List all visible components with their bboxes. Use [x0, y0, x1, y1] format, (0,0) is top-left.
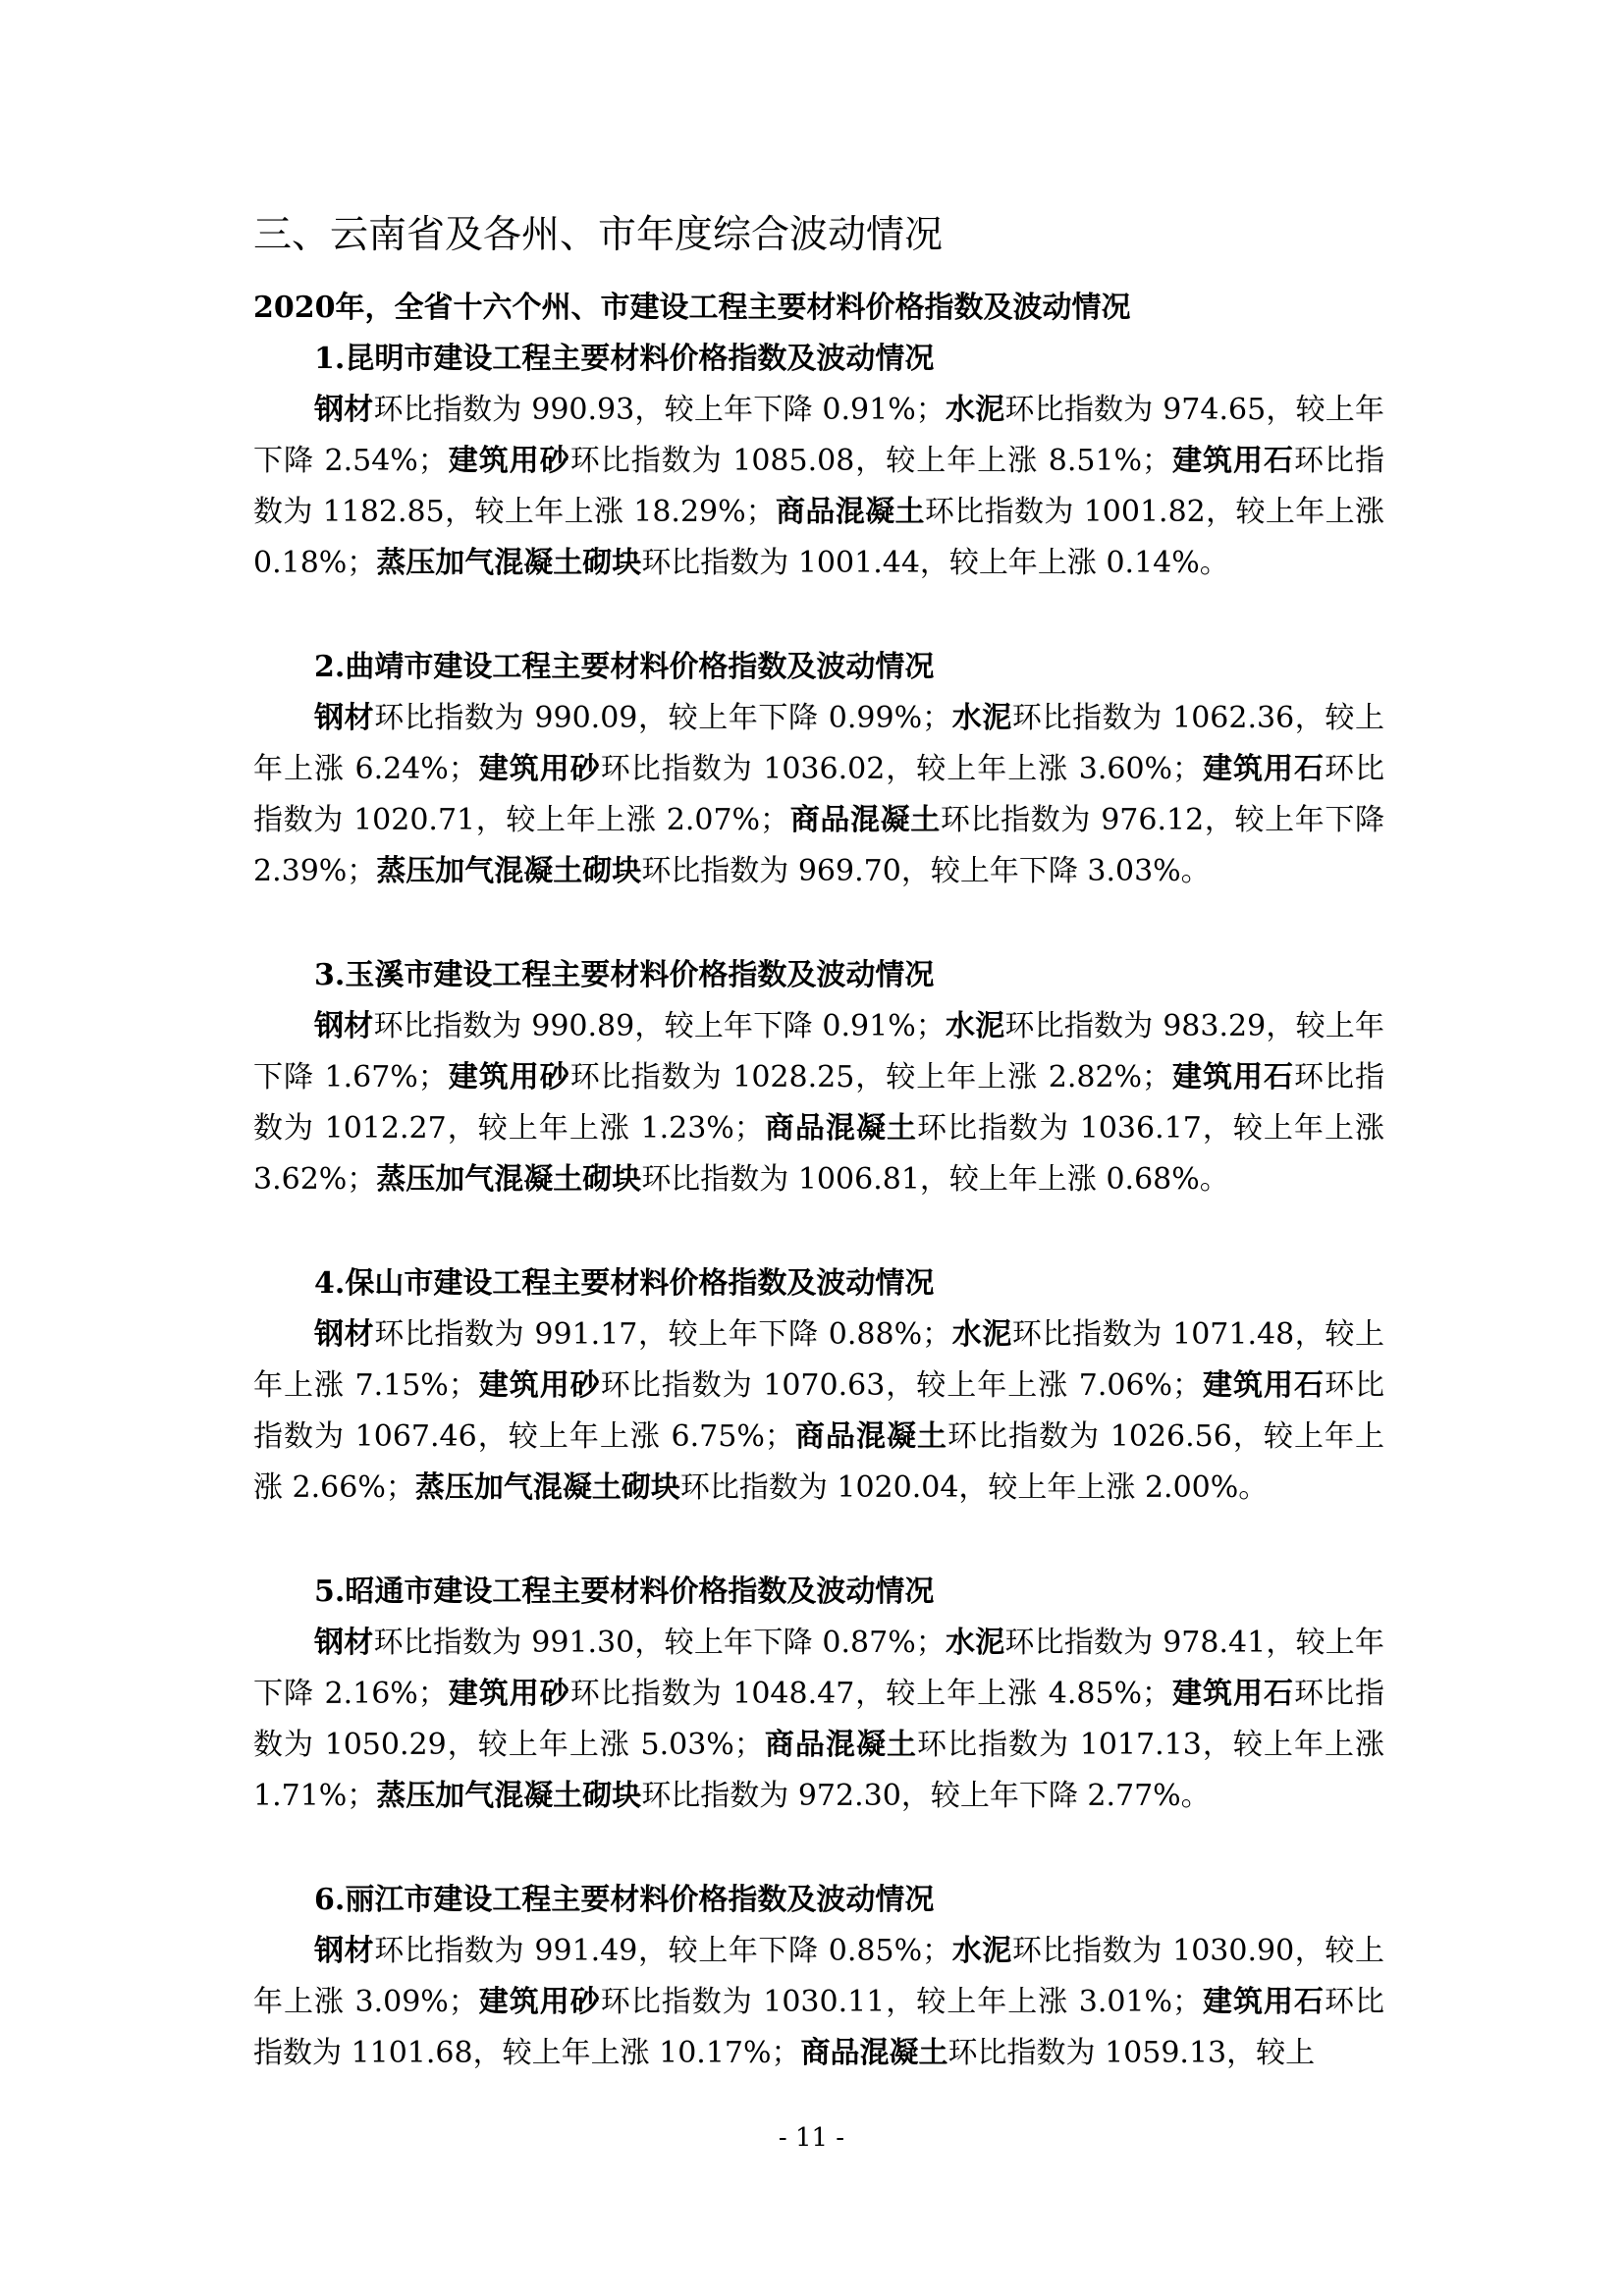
city-paragraph: [253, 1001, 1384, 1205]
material-name: 建筑用石: [1202, 752, 1325, 786]
material-name: 建筑用砂: [477, 1368, 601, 1403]
material-index-text: 环比指数为 1020.04，较上年上涨 2.00%。: [679, 1470, 1269, 1505]
material-name: 建筑用砂: [447, 444, 570, 478]
material-index-text: 环比指数为 1030.11，较上年上涨 3.01%；: [600, 1985, 1203, 2019]
material-name: 钢材: [314, 1626, 374, 1660]
page-number: - 11 -: [778, 2123, 845, 2153]
material-index-text: 环比指数为 1001.82，较上年上涨 0.18%；: [253, 495, 1384, 580]
material-index-text: 环比指数为 1026.56，较上年上涨 2.66%；: [253, 1419, 1385, 1505]
material-name: 水泥: [945, 393, 1005, 427]
city-heading: 6.丽江市建设工程主要材料价格指数及波动情况: [314, 1883, 935, 1917]
material-index-text: 环比指数为 991.30，较上年下降 0.87%；: [373, 1626, 946, 1660]
material-index-text: 环比指数为 969.70，较上年下降 3.03%。: [641, 854, 1211, 888]
material-index-text: 环比指数为 1182.85，较上年上涨 18.29%；: [253, 444, 1384, 529]
material-name: 水泥: [951, 1934, 1012, 1968]
material-name: 水泥: [951, 701, 1012, 735]
material-index-text: 环比指数为 1101.68，较上年上涨 10.17%；: [253, 1985, 1385, 2070]
material-name: 建筑用石: [1171, 1060, 1295, 1095]
material-index-text: 环比指数为 1059.13，较上: [947, 2036, 1316, 2070]
material-index-text: 环比指数为 1001.44，较上年上涨 0.14%。: [641, 546, 1229, 580]
material-name: 水泥: [945, 1009, 1005, 1043]
material-name: 商品混凝土: [775, 495, 925, 529]
material-index-text: 环比指数为 990.89，较上年下降 0.91%；: [373, 1009, 946, 1043]
material-index-text: 环比指数为 1071.48，较上年上涨 7.15%；: [253, 1317, 1384, 1403]
city-section-qujing: [253, 642, 1384, 897]
material-name: 建筑用砂: [477, 1985, 601, 2019]
material-name: 商品混凝土: [800, 2036, 948, 2070]
city-heading: 3.玉溪市建设工程主要材料价格指数及波动情况: [314, 958, 935, 992]
material-index-text: 环比指数为 1062.36，较上年上涨 6.24%；: [253, 701, 1384, 786]
material-name: 建筑用石: [1171, 1677, 1295, 1711]
material-index-text: 环比指数为 1028.25，较上年上涨 2.82%；: [569, 1060, 1172, 1095]
material-index-text: 环比指数为 1030.90，较上年上涨 3.09%；: [253, 1934, 1384, 2019]
city-section-kunming: [253, 334, 1384, 589]
material-name: 商品混凝土: [793, 1419, 948, 1454]
material-name: 建筑用石: [1171, 444, 1295, 478]
city-section-zhaotong: [253, 1567, 1384, 1822]
material-name: 钢材: [314, 701, 375, 735]
city-paragraph: [253, 1309, 1384, 1514]
material-name: 钢材: [314, 1934, 375, 1968]
city-heading: 1.昆明市建设工程主要材料价格指数及波动情况: [314, 342, 935, 376]
material-name: 钢材: [314, 1009, 374, 1043]
material-name: 商品混凝土: [763, 1111, 918, 1146]
material-index-text: 环比指数为 976.12，较上年下降 2.39%；: [253, 803, 1385, 888]
material-name: 蒸压加气混凝土砌块: [376, 546, 642, 580]
material-index-text: 环比指数为 1006.81，较上年上涨 0.68%。: [641, 1162, 1229, 1197]
material-name: 蒸压加气混凝土砌块: [376, 1162, 642, 1197]
material-name: 蒸压加气混凝土砌块: [376, 854, 642, 888]
material-name: 钢材: [314, 1317, 375, 1352]
material-name: 商品混凝土: [763, 1728, 918, 1762]
city-section-yuxi: [253, 950, 1384, 1205]
city-section-lijiang: [253, 1875, 1384, 2079]
city-heading: 4.保山市建设工程主要材料价格指数及波动情况: [314, 1266, 935, 1301]
material-index-text: 环比指数为 1020.71，较上年上涨 2.07%；: [253, 752, 1385, 837]
material-index-text: 环比指数为 983.29，较上年下降 1.67%；: [253, 1009, 1385, 1095]
city-heading: 2.曲靖市建设工程主要材料价格指数及波动情况: [314, 650, 935, 684]
material-index-text: 环比指数为 1070.63，较上年上涨 7.06%；: [600, 1368, 1203, 1403]
material-index-text: 环比指数为 991.17，较上年下降 0.88%；: [374, 1317, 952, 1352]
material-index-text: 环比指数为 1067.46，较上年上涨 6.75%；: [253, 1368, 1385, 1454]
material-index-text: 环比指数为 972.30，较上年下降 2.77%。: [641, 1779, 1211, 1813]
material-name: 建筑用石: [1202, 1985, 1325, 2019]
city-paragraph: [253, 1618, 1384, 1822]
material-index-text: 环比指数为 990.09，较上年下降 0.99%；: [374, 701, 952, 735]
material-name: 建筑用砂: [477, 752, 601, 786]
material-name: 建筑用石: [1202, 1368, 1325, 1403]
city-paragraph: [253, 385, 1384, 589]
material-index-text: 环比指数为 978.41，较上年下降 2.16%；: [253, 1626, 1385, 1711]
material-index-text: 环比指数为 1036.17，较上年上涨 3.62%；: [253, 1111, 1385, 1197]
material-name: 蒸压加气混凝土砌块: [414, 1470, 680, 1505]
intro-heading: 2020年，全省十六个州、市建设工程主要材料价格指数及波动情况: [253, 291, 1131, 325]
city-heading: 5.昭通市建设工程主要材料价格指数及波动情况: [314, 1575, 935, 1609]
material-index-text: 环比指数为 974.65，较上年下降 2.54%；: [253, 393, 1385, 478]
material-name: 建筑用砂: [447, 1060, 570, 1095]
material-name: 蒸压加气混凝土砌块: [376, 1779, 642, 1813]
material-name: 水泥: [945, 1626, 1005, 1660]
section-title: 三、云南省及各州、市年度综合波动情况: [253, 213, 944, 257]
material-index-text: 环比指数为 1012.27，较上年上涨 1.23%；: [253, 1060, 1384, 1146]
city-paragraph: [253, 693, 1384, 897]
material-index-text: 环比指数为 990.93，较上年下降 0.91%；: [373, 393, 946, 427]
material-index-text: 环比指数为 1050.29，较上年上涨 5.03%；: [253, 1677, 1384, 1762]
material-index-text: 环比指数为 1048.47，较上年上涨 4.85%；: [569, 1677, 1172, 1711]
material-index-text: 环比指数为 1036.02，较上年上涨 3.60%；: [600, 752, 1203, 786]
material-name: 钢材: [314, 393, 374, 427]
material-index-text: 环比指数为 1085.08，较上年上涨 8.51%；: [569, 444, 1172, 478]
material-name: 商品混凝土: [789, 803, 941, 837]
material-index-text: 环比指数为 991.49，较上年下降 0.85%；: [374, 1934, 952, 1968]
material-name: 建筑用砂: [447, 1677, 570, 1711]
city-section-baoshan: [253, 1258, 1384, 1514]
material-name: 水泥: [951, 1317, 1012, 1352]
material-index-text: 环比指数为 1017.13，较上年上涨 1.71%；: [253, 1728, 1385, 1813]
city-paragraph: [253, 1926, 1384, 2079]
